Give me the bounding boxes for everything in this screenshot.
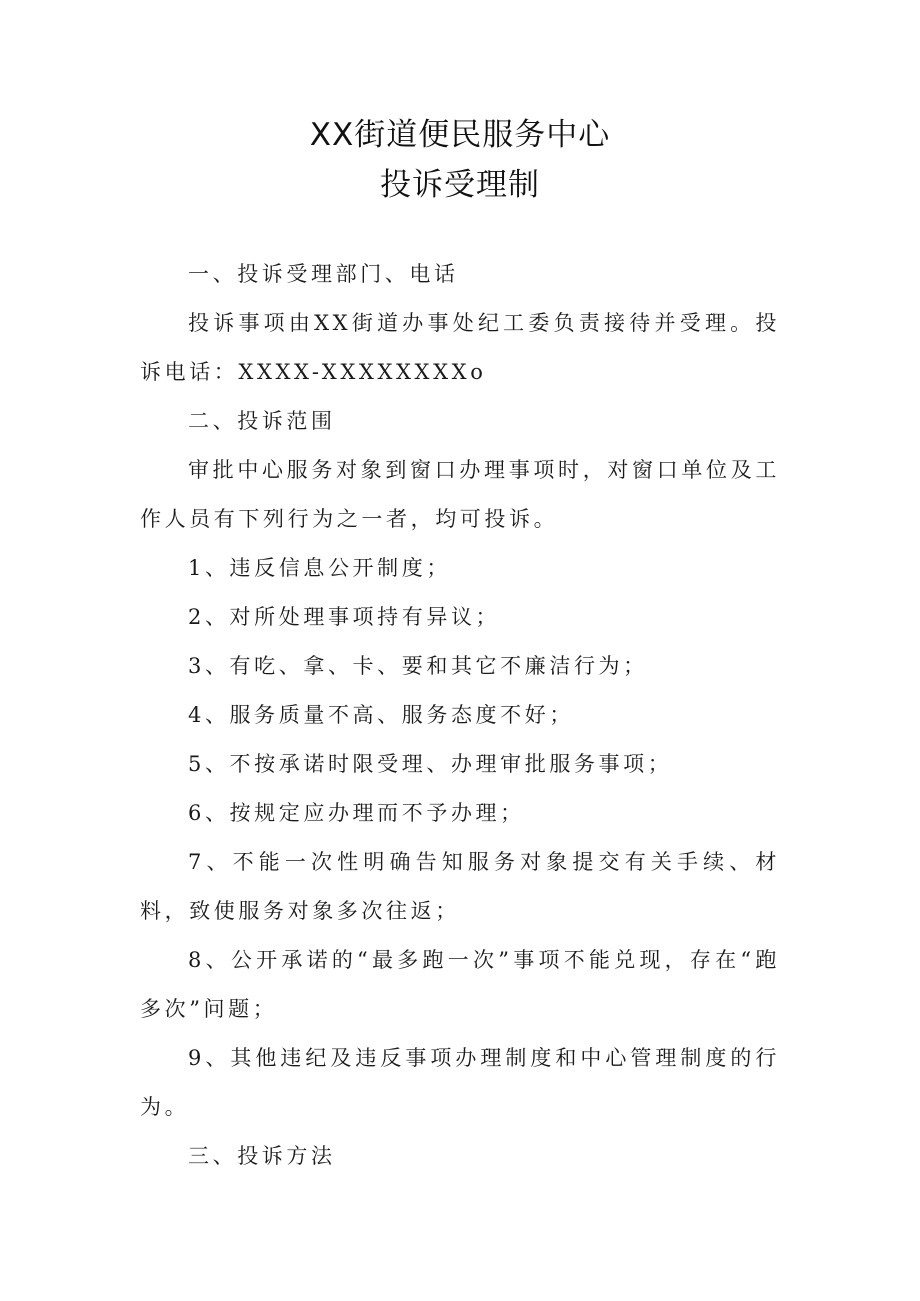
- section-3-heading: 三、投诉方法: [188, 1144, 336, 1168]
- list-item-1: 1、违反信息公开制度；: [188, 556, 451, 580]
- section-1-heading: 一、投诉受理部门、电话: [188, 262, 459, 286]
- section-2-intro: 审批中心服务对象到窗口办理事项时，对窗口单位及工作人员有下列行为之一者，均可投诉。: [140, 458, 780, 531]
- list-item-3: 3、有吃、拿、卡、要和其它不廉洁行为；: [188, 654, 648, 678]
- list-item-8: 8、公开承诺的“最多跑一次”事项不能兑现，存在“跑多次”问题；: [140, 948, 780, 1021]
- list-item-7: 7、不能一次性明确告知服务对象提交有关手续、材料，致使服务对象多次往返；: [140, 850, 780, 923]
- document-title: [0, 110, 920, 210]
- section-2-heading: 二、投诉范围: [188, 409, 336, 433]
- list-item-4: 4、服务质量不高、服务态度不好；: [188, 703, 574, 727]
- list-item-6: 6、按规定应办理而不予办理；: [188, 801, 525, 825]
- list-item-9: 9、其他违纪及违反事项办理制度和中心管理制度的行为。: [140, 1046, 780, 1119]
- title-line-1: XX街道便民服务中心: [309, 117, 611, 153]
- list-item-5: 5、不按承诺时限受理、办理审批服务事项；: [188, 752, 673, 776]
- document-body: [140, 250, 780, 1181]
- section-1-text: 投诉事项由XX街道办事处纪工委负责接待并受理。投诉电话：XXXX-XXXXXXXXo: [140, 311, 780, 384]
- title-line-2: 投诉受理制: [380, 167, 540, 203]
- list-item-2: 2、对所处理事项持有异议；: [188, 605, 501, 629]
